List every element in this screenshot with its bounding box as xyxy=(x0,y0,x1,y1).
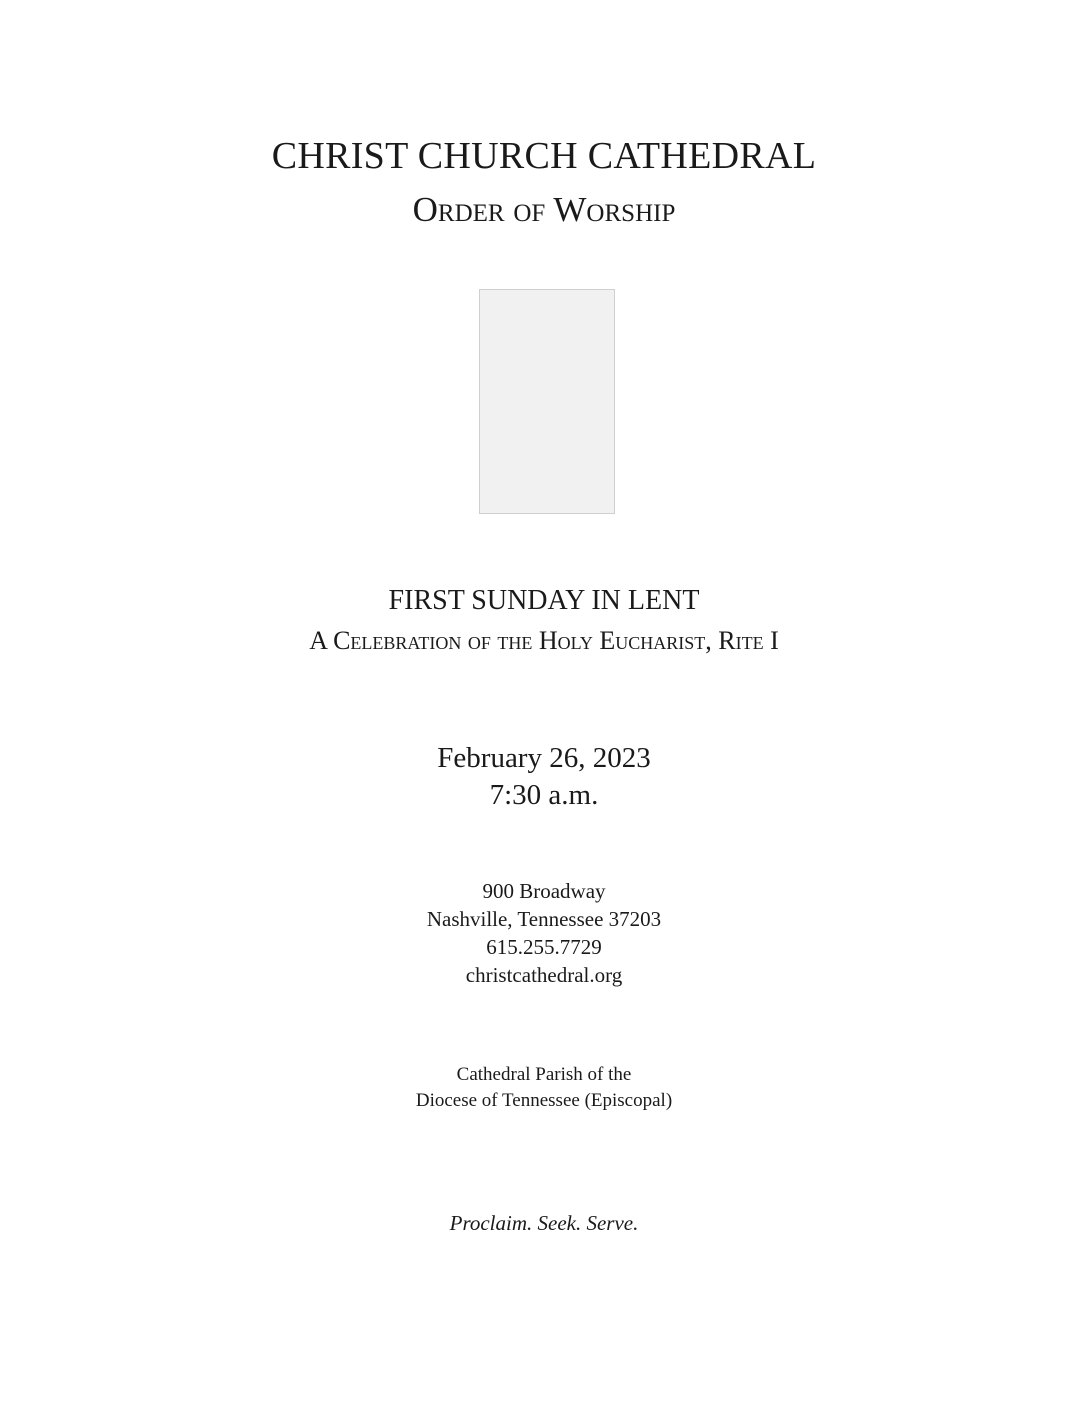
service-date: February 26, 2023 xyxy=(437,742,651,774)
cathedral-title: CHRIST CHURCH CATHEDRAL xyxy=(271,135,817,177)
parish-description-line-2: Diocese of Tennessee (Episcopal) xyxy=(415,1090,673,1111)
address-street: 900 Broadway xyxy=(482,879,606,903)
service-rite-title: A Celebration of the Holy Eucharist, Rite I xyxy=(309,626,779,655)
liturgical-occasion: FIRST SUNDAY IN LENT xyxy=(388,585,700,616)
service-time: 7:30 a.m. xyxy=(489,779,599,811)
website-url: christcathedral.org xyxy=(465,963,623,987)
cover-image-placeholder xyxy=(479,289,615,514)
parish-description-line-1: Cathedral Parish of the xyxy=(456,1064,632,1085)
address-city: Nashville, Tennessee 37203 xyxy=(426,907,662,931)
motto: Proclaim. Seek. Serve. xyxy=(449,1211,639,1235)
phone-number: 615.255.7729 xyxy=(486,935,602,959)
order-of-worship-title: Order of Worship xyxy=(412,190,676,229)
